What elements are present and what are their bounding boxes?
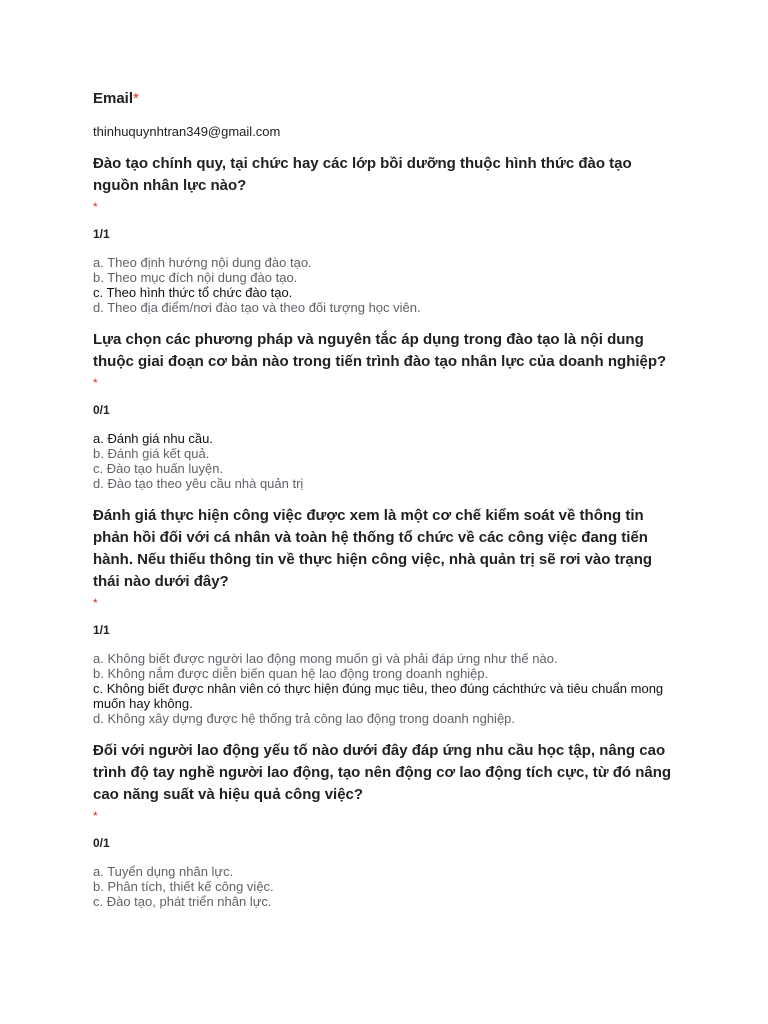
- required-mark: *: [93, 809, 98, 823]
- answer-option: b. Đánh giá kết quả.: [93, 446, 210, 461]
- required-mark: *: [93, 200, 98, 214]
- question-block: [93, 505, 676, 726]
- question-title: Đối với người lao động yếu tố nào dưới đây đáp ứng nhu cầu học tập, nâng cao trình độ tay nghề người lao động, tạo nên động cơ lao động tích cực, từ đó nâng cao năng suất và hiệu quả công việc?: [93, 742, 672, 803]
- answer-option: d. Đào tạo theo yêu cầu nhà quản trị: [93, 476, 304, 491]
- question-list: [93, 153, 676, 909]
- answer-option: a. Tuyển dụng nhân lực.: [93, 864, 234, 879]
- answer-option: b. Phân tích, thiết kế công việc.: [93, 879, 274, 894]
- option-list: [93, 255, 676, 315]
- answer-option: c. Đào tạo, phát triển nhân lực.: [93, 894, 272, 909]
- email-value: thinhuquynhtran349@gmail.com: [93, 124, 281, 139]
- answer-option: b. Theo mục đích nội dung đào tạo.: [93, 270, 298, 285]
- email-label-text: Email: [93, 90, 134, 107]
- option-list: [93, 431, 676, 491]
- question-score: 0/1: [93, 403, 110, 417]
- required-mark: *: [133, 90, 139, 107]
- answer-option: a. Theo định hướng nội dung đào tạo.: [93, 255, 312, 270]
- question-score: 0/1: [93, 836, 110, 850]
- selected-option: c. Không biết được nhân viên có thực hiện đúng mục tiêu, theo đúng cáchthức và tiêu chuẩn mong muốn hay không.: [93, 681, 664, 711]
- answer-option: d. Không xây dựng được hệ thống trả công lao động trong doanh nghiệp.: [93, 711, 516, 726]
- option-list: [93, 651, 676, 726]
- selected-option: a. Đánh giá nhu cầu.: [93, 431, 213, 446]
- question-score: 1/1: [93, 227, 110, 241]
- question-block: [93, 153, 676, 315]
- answer-option: a. Không biết được người lao động mong muốn gì và phải đáp ứng như thế nào.: [93, 651, 558, 666]
- answer-option: d. Theo địa điểm/nơi đào tạo và theo đối tượng học viên.: [93, 300, 421, 315]
- question-title: Đánh giá thực hiện công việc được xem là một cơ chế kiểm soát về thông tin phản hồi đối với cá nhân và toàn hệ thống tổ chức về các công việc đang tiến hành. Nếu thiếu thông tin về thực hiện công việc, nhà quản trị sẽ rơi vào trạng thái nào dưới đây?: [93, 507, 653, 590]
- required-mark: *: [93, 596, 98, 610]
- required-mark: *: [93, 376, 98, 390]
- answer-option: b. Không nắm được diễn biến quan hệ lao động trong doanh nghiệp.: [93, 666, 489, 681]
- question-block: [93, 740, 676, 909]
- question-score: 1/1: [93, 623, 110, 637]
- question-block: [93, 329, 676, 491]
- email-label: [93, 90, 676, 107]
- option-list: [93, 864, 676, 909]
- selected-option: c. Theo hình thức tổ chức đào tạo.: [93, 285, 293, 300]
- question-title: Đào tạo chính quy, tại chức hay các lớp bồi dưỡng thuộc hình thức đào tạo nguồn nhân lực nào?: [93, 155, 632, 194]
- answer-option: c. Đào tạo huấn luyện.: [93, 461, 224, 476]
- question-title: Lựa chọn các phương pháp và nguyên tắc áp dụng trong đào tạo là nội dung thuộc giai đoạn cơ bản nào trong tiến trình đào tạo nhân lực của doanh nghiệp?: [93, 331, 667, 370]
